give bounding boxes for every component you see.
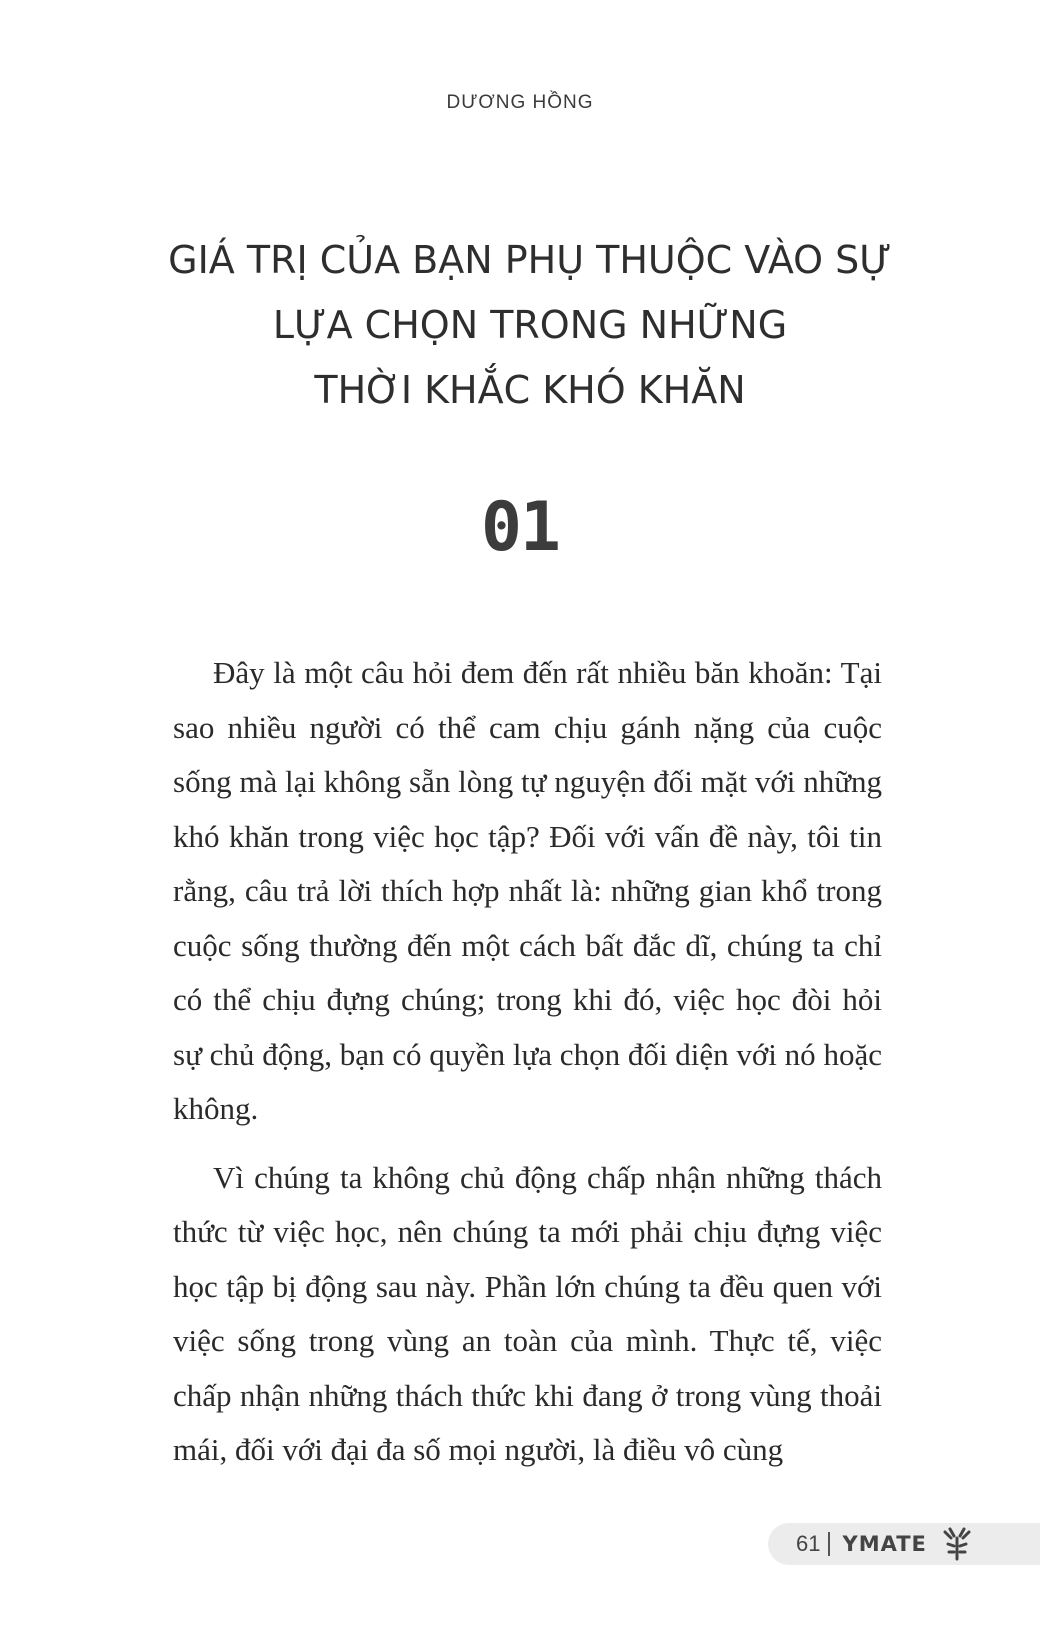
footer-divider — [828, 1532, 830, 1556]
ymate-logo-icon — [939, 1526, 975, 1562]
chapter-number: 01 — [481, 488, 559, 567]
chapter-title-line: LỰA CHỌN TRONG NHỮNG — [272, 303, 788, 347]
body-paragraph: Vì chúng ta không chủ động chấp nhận những thách thức từ việc học, nên chúng ta mới phải chịu đựng việc học tập bị động sau này. Phần lớn chúng ta đều quen với việc sống trong vùng an toàn của mình. Thực tế, việc chấp nhận những thách thức khi đang ở trong vùng thoải mái, đối với đại đa số mọi người, là điều vô cùng — [173, 1159, 882, 1467]
chapter-title-line: GIÁ TRỊ CỦA BẠN PHỤ THUỘC VÀO SỰ — [168, 238, 892, 282]
brand-name: YMATE — [842, 1532, 927, 1556]
running-head-author: DƯƠNG HỒNG — [446, 92, 594, 113]
chapter-title-line: THỜI KHẮC KHÓ KHĂN — [314, 368, 746, 412]
page-number: 61 — [796, 1531, 821, 1556]
footer-tab — [768, 1523, 1040, 1565]
body-text — [173, 646, 882, 1478]
body-paragraph: Đây là một câu hỏi đem đến rất nhiều băn khoăn: Tại sao nhiều người có thể cam chịu gánh nặng của cuộc sống mà lại không sẵn lòng tự nguyện đối mặt với những khó khăn trong việc học tập? Đối với vấn đề này, tôi tin rằng, câu trả lời thích hợp nhất là: những gian khổ trong cuộc sống thường đến một cách bất đắc dĩ, chúng ta chỉ có thể chịu đựng chúng; trong khi đó, việc học đòi hỏi sự chủ động, bạn có quyền lựa chọn đối diện với nó hoặc không. — [173, 655, 882, 1126]
chapter-title — [120, 228, 940, 423]
